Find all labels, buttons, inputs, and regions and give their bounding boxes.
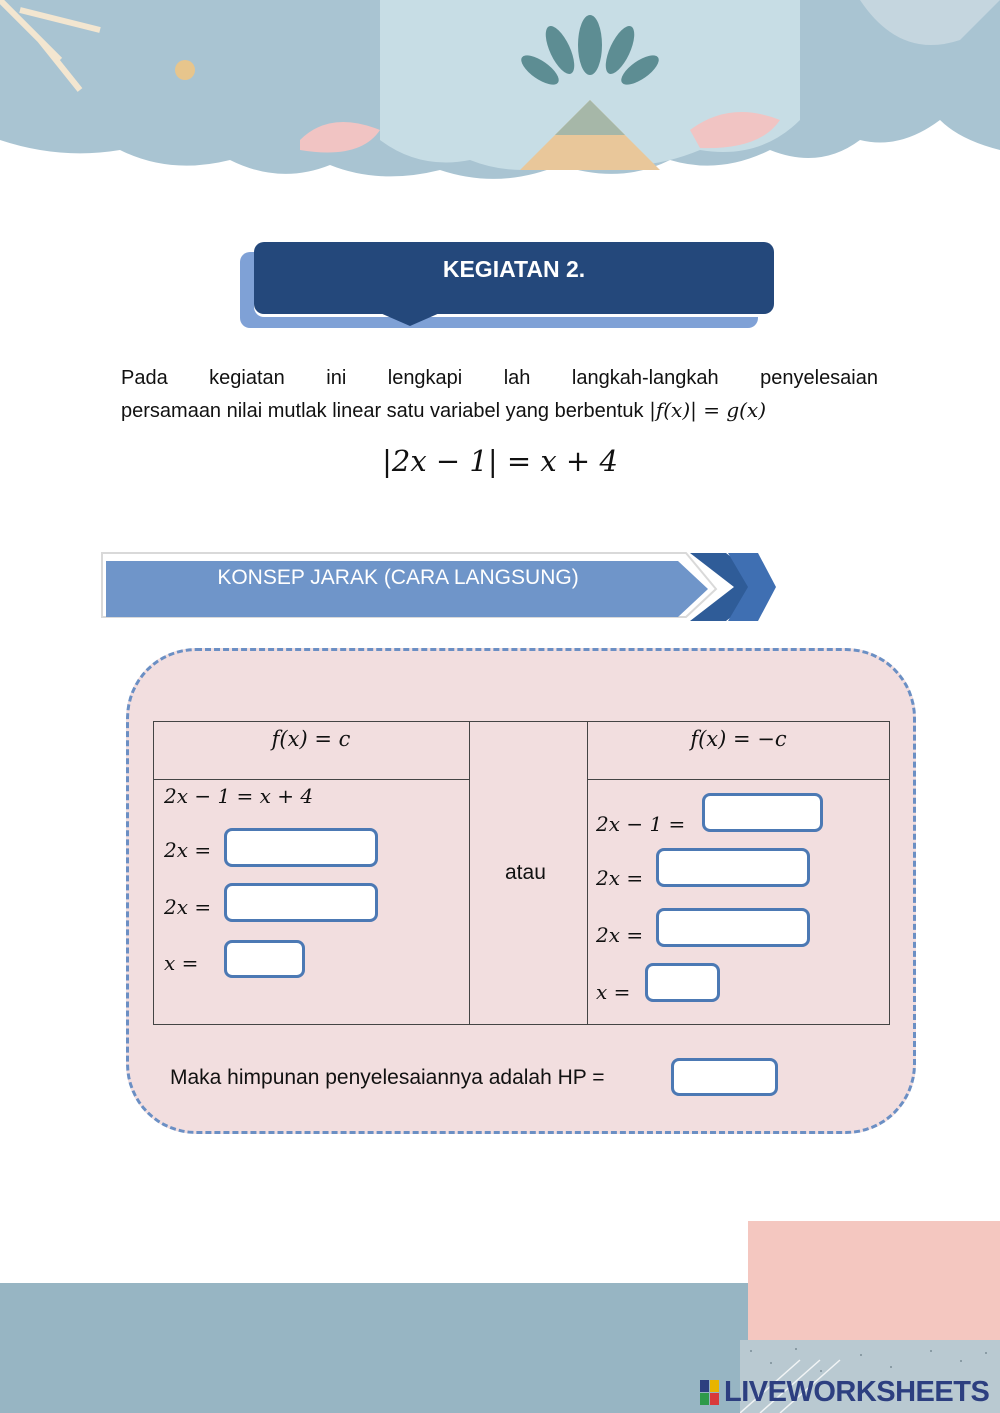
intro-form: |f(x)| = g(x)	[649, 398, 767, 422]
left-row-3: 2x =	[164, 895, 212, 919]
footer-pink-block	[748, 1221, 1000, 1351]
solution-table	[153, 721, 890, 1025]
page-title: KEGIATAN 2.	[442, 256, 586, 282]
right-row-2: 2x =	[596, 866, 644, 890]
left-header: f(x) = c	[271, 727, 351, 751]
left-2x-input-1[interactable]	[224, 828, 378, 867]
right-x-input[interactable]	[645, 963, 720, 1002]
liveworksheets-logo-icon	[700, 1380, 720, 1406]
brand-name: LIVEWORKSHEETS	[724, 1376, 990, 1408]
intro-line-2	[121, 394, 766, 427]
main-equation: |2x − 1| = x + 4	[382, 444, 618, 478]
hp-label: Maka himpunan penyelesaiannya adalah HP =	[170, 1066, 605, 1089]
intro-line-1: Pada kegiatan ini lengkapi lah langkah-langkah penyelesaian	[121, 367, 878, 389]
right-c-input[interactable]	[702, 793, 823, 832]
right-header: f(x) = −c	[690, 727, 787, 751]
left-x-input[interactable]	[224, 940, 305, 978]
left-row-2: 2x =	[164, 838, 212, 862]
section-title: KONSEP JARAK (CARA LANGSUNG)	[217, 566, 579, 589]
right-row-4: x =	[596, 980, 631, 1004]
right-2x-input-2[interactable]	[656, 908, 810, 947]
right-2x-input-1[interactable]	[656, 848, 810, 887]
intro-line-2-text: persamaan nilai mutlak linear satu variabel yang berbentuk	[121, 400, 644, 422]
header-decoration	[0, 0, 1000, 190]
right-row-1: 2x − 1 =	[596, 812, 686, 836]
left-2x-input-2[interactable]	[224, 883, 378, 922]
atau-label: atau	[505, 861, 546, 884]
left-row-4: x =	[164, 951, 199, 975]
hp-input[interactable]	[671, 1058, 778, 1096]
title-ribbon-notch	[378, 312, 442, 326]
right-row-3: 2x =	[596, 923, 644, 947]
left-row-1: 2x − 1 = x + 4	[164, 784, 314, 808]
